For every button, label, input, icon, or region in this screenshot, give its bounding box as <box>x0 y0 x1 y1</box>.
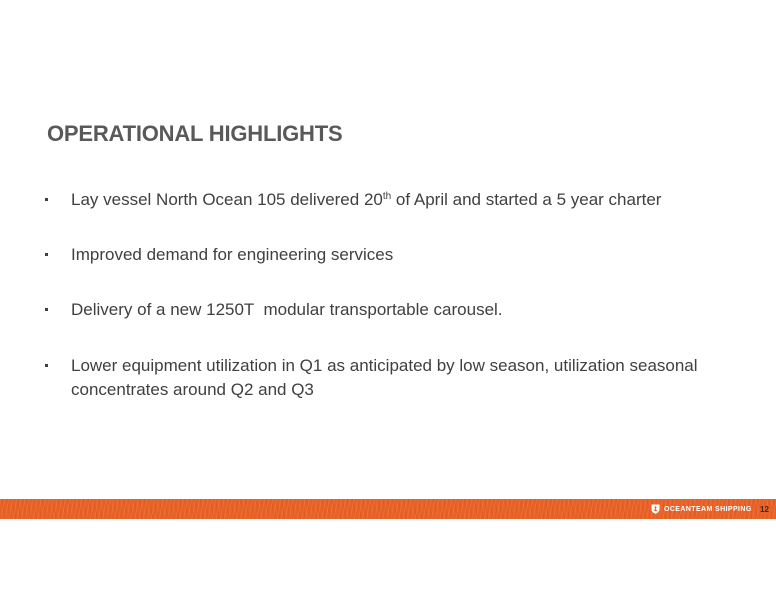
bullet-text-continued: of April and started a 5 year charter <box>391 190 662 209</box>
bullet-marker <box>45 198 48 201</box>
bullet-text: Lower equipment utilization in Q1 as anticipated by low season, utilization seasonal concentrates around Q2 and Q3 <box>71 356 698 399</box>
bullet-marker <box>45 308 48 311</box>
bullet-text: Lay vessel North Ocean 105 delivered 20 <box>71 190 383 209</box>
bullet-item <box>71 188 751 212</box>
bullet-text: Delivery of a new 1250T modular transportable carousel. <box>71 300 503 319</box>
bullet-superscript: th <box>382 191 392 202</box>
logo-text: OCEANTEAM SHIPPING <box>664 505 752 513</box>
page-number: 12 <box>760 505 769 514</box>
bullet-text: Improved demand for engineering services <box>71 245 394 264</box>
shield-anchor-icon <box>651 504 660 514</box>
page-title: OPERATIONAL HIGHLIGHTS <box>47 121 343 146</box>
bullet-marker <box>45 253 48 256</box>
company-logo <box>651 504 752 514</box>
bullet-item <box>71 354 751 402</box>
bullet-item <box>71 243 751 267</box>
bullet-item <box>71 298 751 322</box>
bullet-marker <box>45 364 48 367</box>
